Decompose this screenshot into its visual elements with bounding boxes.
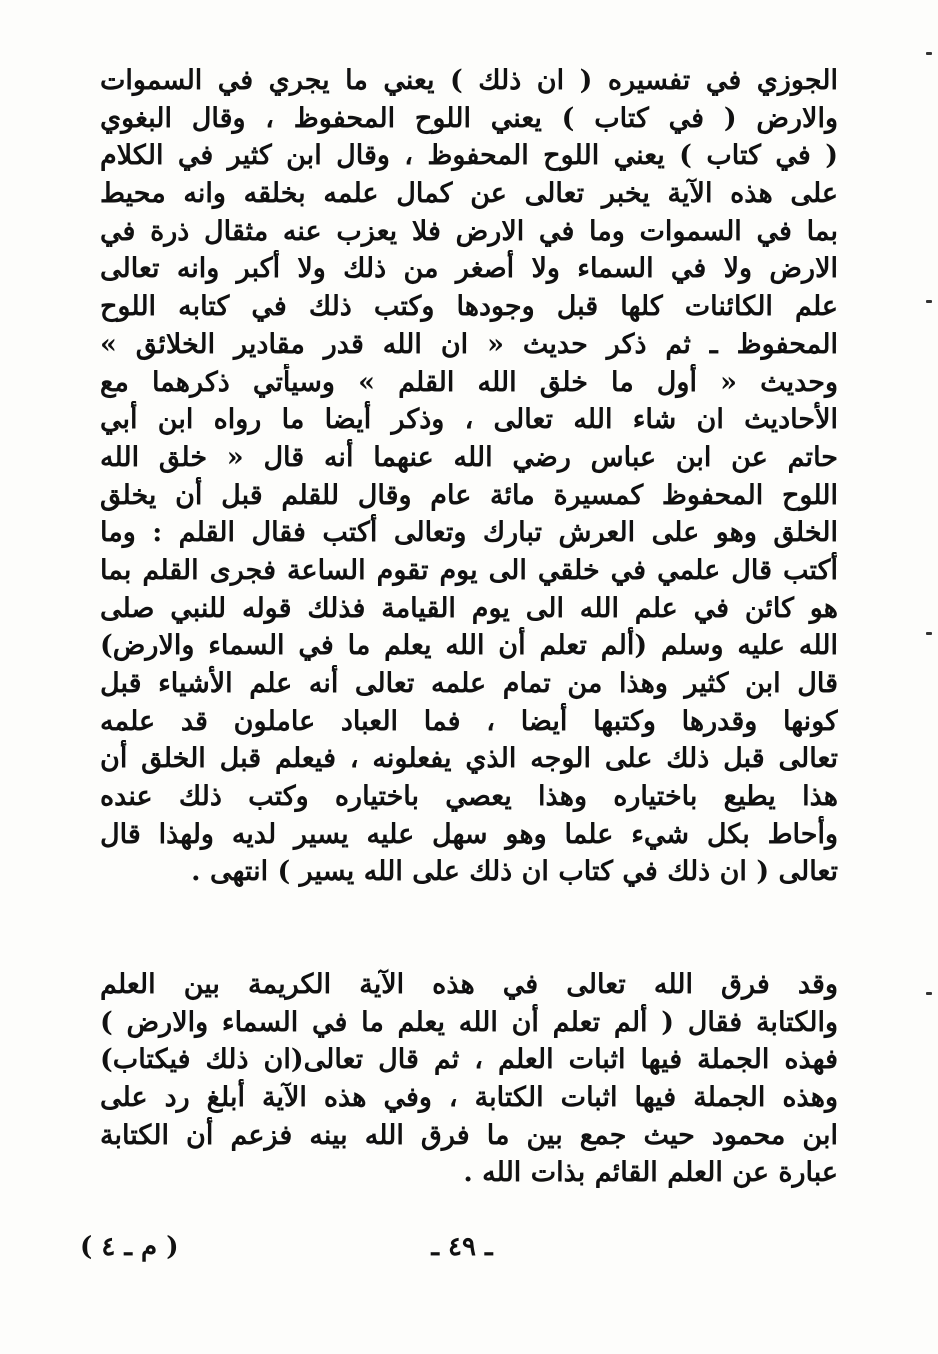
margin-dot-mark — [926, 992, 932, 995]
text-line: الخلق وهو على العرش تبارك وتعالى أكتب فقال القلم : وما — [100, 517, 838, 549]
page-footer — [0, 1232, 938, 1272]
text-line: كونها وقدرها وكتبها أيضا ، فما العباد عاملون قد علمه — [100, 705, 838, 737]
text-line: تعالى قبل ذلك على الوجه الذي يفعلونه ، فيعلم قبل الخلق أن — [100, 743, 838, 775]
text-line: وحديث « أول ما خلق الله القلم » وسيأتي ذكرهما مع — [100, 366, 838, 398]
margin-dot-mark — [926, 632, 932, 635]
text-line: أكتب قال علمي في خلقي الى يوم تقوم الساعة فجرى القلم بما — [100, 554, 838, 586]
text-line: قال ابن كثير وهذا من تمام علمه تعالى أنه علم الأشياء قبل — [100, 668, 838, 699]
text-line: الله عليه وسلم (ألم تعلم أن الله يعلم ما في السماء والارض) — [100, 630, 838, 662]
margin-dot-mark — [926, 300, 932, 303]
paragraph-2 — [100, 966, 838, 1192]
text-line: الارض ولا في السماء ولا أصغر من ذلك ولا أكبر وانه تعالى — [100, 253, 838, 285]
margin-dot-mark — [926, 52, 932, 55]
signature-mark: ( م ـ ٤ ) — [80, 1232, 179, 1262]
text-line: اللوح المحفوظ كمسيرة مائة عام وقال للقلم قبل أن يخلق — [100, 479, 838, 511]
text-line: عبارة عن العلم القائم بذات الله . — [463, 1157, 838, 1189]
text-line: هو كائن في علم الله الى يوم القيامة فذلك قوله للنبي صلى — [100, 592, 838, 624]
text-line: الجوزي في تفسيره ( ان ذلك ) يعني ما يجري في السموات — [100, 65, 838, 96]
text-line: تعالى ( ان ذلك في كتاب ان ذلك على الله يسير ) انتهى . — [191, 856, 838, 888]
text-line: بما في السموات وما في الارض فلا يعزب عنه مثقال ذرة في — [100, 215, 838, 247]
text-line: ابن محمود حيث جمع بين ما فرق الله بينه فزعم أن الكتابة — [100, 1119, 838, 1151]
text-line: فهذه الجملة فيها اثبات العلم ، ثم قال تعالى(ان ذلك فيكتاب) — [100, 1044, 838, 1076]
page-number: ـ ٤٩ ـ — [431, 1232, 493, 1262]
text-line: هذا يطيع باختياره وهذا يعصي باختياره وكتب ذلك عنده — [100, 781, 838, 813]
text-line: الأحاديث ان شاء الله تعالى ، وذكر أيضا ما رواه ابن أبي — [100, 404, 838, 436]
text-line: علم الكائنات كلها قبل وجودها وكتب ذلك في كتابه اللوح — [100, 291, 838, 323]
text-line: ( في كتاب ) يعني اللوح المحفوظ ، وقال ابن كثير في الكلام — [100, 140, 838, 172]
text-line: المحفوظ ـ ثم ذكر حديث « ان الله قدر مقادير الخلائق » — [100, 328, 838, 360]
text-line: وقد فرق الله تعالى في هذه الآية الكريمة بين العلم — [100, 969, 838, 1000]
text-line: وهذه الجملة فيها اثبات الكتابة ، وفي هذه الآية أبلغ رد على — [100, 1082, 838, 1114]
text-line: على هذه الآية يخبر تعالى عن كمال علمه بخلقه وانه محيط — [100, 178, 838, 210]
paragraph-1 — [100, 62, 838, 891]
text-line: وأحاط بكل شيء علما وهو سهل عليه يسير لديه ولهذا قال — [100, 818, 838, 850]
text-line: حاتم عن ابن عباس رضي الله عنهما أنه قال « خلق الله — [100, 441, 838, 473]
text-line: والارض ( في كتاب ) يعني اللوح المحفوظ ، وقال البغوي — [100, 102, 838, 134]
text-line: والكتابة فقال ( ألم تعلم أن الله يعلم ما في السماء والارض ) — [100, 1006, 838, 1038]
